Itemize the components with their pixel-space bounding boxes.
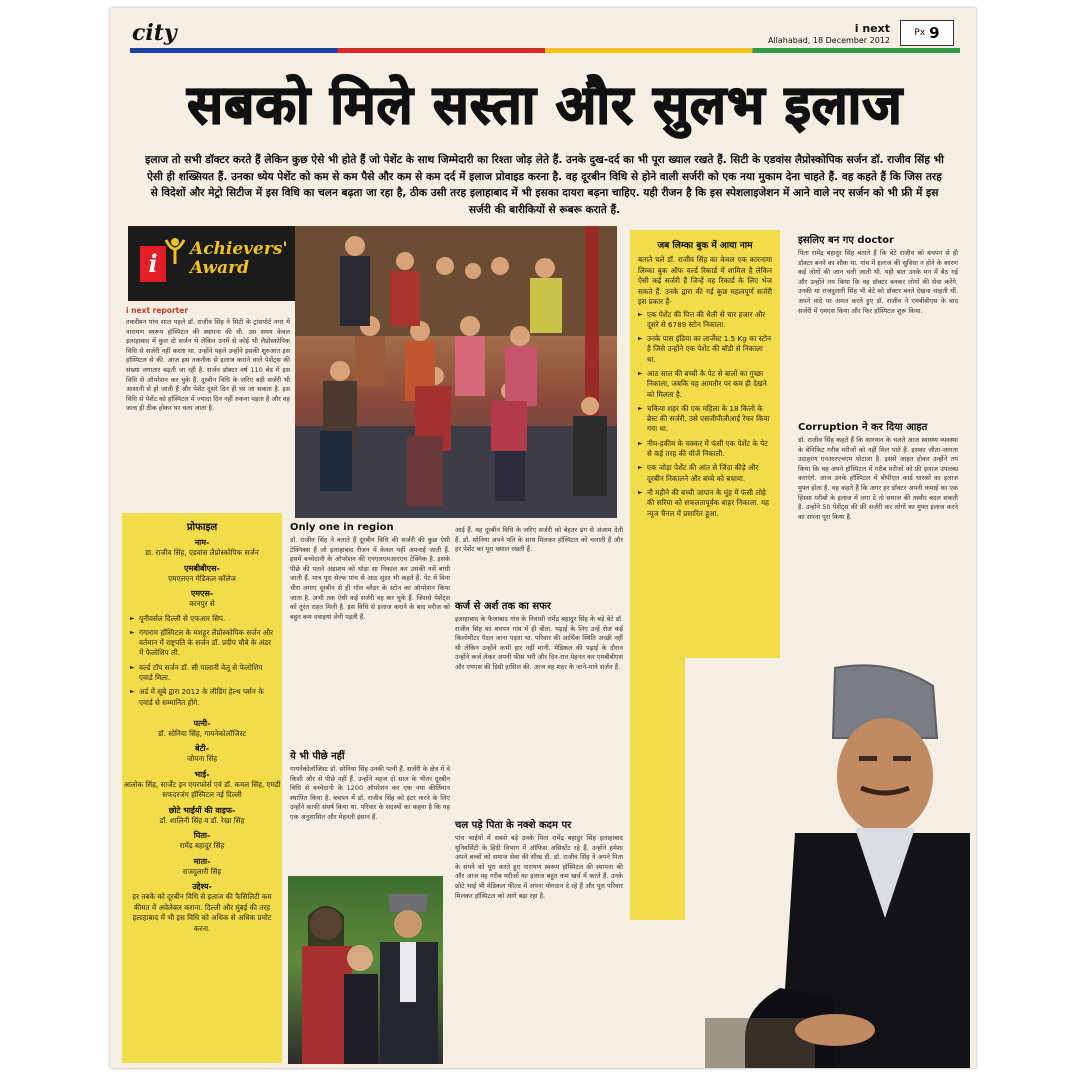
- profile-wife-value: डॉ. सोनिया सिंह, गायनेकोलॉजिस्ट: [157, 728, 247, 738]
- profile-aim-value: हर तबके को दूरबीन विधि से इलाज की फैसिलिटी कम कीमत में अवेलेबल कराना. दिल्ली और मुंबई की तरह इलाहाबाद में भी इस विधि को अधिक से अधिक प्रमोट करना.: [132, 892, 272, 933]
- profile-heading: प्रोफाइल: [186, 522, 218, 533]
- limca-bullet: ► नौ महीने की बच्ची जापान के मुंह में फंसी लोहे की सरिया को सफलतापूर्वक बाहर निकाला. यह न्यूज चैनल में प्रसारित हुआ.: [638, 488, 772, 519]
- newspaper-page: [110, 8, 976, 1068]
- award-title: [190, 240, 288, 278]
- right-column: [798, 232, 958, 656]
- profile-sisters-in-law-label: छोटे भाईयों की वाइफ-: [168, 805, 236, 815]
- profile-mother-label: माता-: [193, 856, 211, 866]
- subhead-became-doctor: इसलिए बन गए doctor: [798, 235, 894, 246]
- subhead-father-footsteps: चल पड़े पिता के नक्शे कदम पर: [455, 820, 572, 831]
- profile-bullet: ► अर्ड में सूबे द्वारा 2012 के लीडिंग हेल्थ पर्सन के एवार्ड से सम्मानित होंगे.: [130, 687, 274, 708]
- limca-bullet: ► उनके पास इंडिया का लार्जेस्ट 1.5 Kg का स्टोन है जिसे उन्होंने एक पेशेंट की बॉडी से निकाला था.: [638, 334, 772, 365]
- award-title-line1: Achievers': [190, 239, 288, 259]
- middle-text-1: डॉ. राजीव सिंह ने बताते हैं दूरबीन विधि की सर्जरी की कुछ ऐसी टेक्निक्स हैं जो इलाहाबाद रीजन में केवल यहीं अपनाई जाती हैं. इसमें बच्चेदानी के ऑपरेशन की एनएलएमआरएच टेक्निक है. इसके पीछे की पतले अंडाशय को थोड़ा सा निकाल कर उसकी नसें बांधी जाती हैं. मात्र पूरा सेल्फ पांच से आठ सुंदर भी कहते हैं. पेट में बिना चीरा लगाए दूरबीन से ही गॉल ब्लैडर के स्टोन का ऑपरेशन किया जाता है. अभी तक ऐसी कई सर्जरी वह कर चुके हैं. जिससे पेशेंट्स को तुरंत राहत मिली है. इस विधि से इलाज कराने के बाद मरीज को बहुत कम दवाइयां लेनी पड़ती हैं.: [290, 536, 450, 621]
- middle-text-5: पांच भाईयों में सबसे बड़े उनके पिता रामेंद्र बहादुर सिंह इलाहाबाद यूनिवर्सिटी के हिंदी विभाग में ऑफिस असिस्टेंट रहे हैं. उन्होंने हमेशा अपने बच्चों को समाज सेवा की सीख दी. डॉ. राजीव सिंह ने अपने पिता के सपने को पूरा करते हुए नारायण स्वरूप हॉस्पिटल की स्थापना की और आज वह गरीब मरीजों का इलाज बहुत कम खर्च में करते हैं. उनके छोटे भाई भी मेडिकल फील्ड में अपना योगदान दे रहे हैं और पूरा परिवार मिलकर हॉस्पिटल को आगे बढ़ा रहा है.: [455, 834, 623, 900]
- headline: सबको मिले सस्ता और सुलभ इलाज: [187, 75, 903, 136]
- family-group-illustration: [295, 226, 617, 518]
- profile-mbbs-label: एमबीबीएस-: [184, 563, 220, 573]
- profile-mother-value: राजदुलारी सिंह: [182, 866, 222, 876]
- limca-heading: जब लिम्का बुक में आया नाम: [657, 241, 753, 251]
- profile-box: [122, 513, 282, 1063]
- subhead-not-behind: ये भी पीछे नहीं: [290, 751, 345, 762]
- middle-column-b: [455, 526, 623, 1059]
- doctor-portrait: [685, 658, 970, 1068]
- right-text-2: डॉ. राजीव सिंह कहते हैं कि कारवान के चलते आज स्वास्थ्य व्यवस्था के बेनिफिट गरीब मरीजों को नहीं मिल पाते हैं. इसका जीता-जागता उदाहरण एनआरएचएम घोटाला है. इससे आहत होकर उन्होंने तय किया कि वह अपने हॉस्पिटल में गरीब मरीजों को फ्री इलाज उपलब्ध कराएंगे. आज उनके हॉस्पिटल में बीपीएल कार्ड धारकों का इलाज मुफ्त होता है. वह कहते हैं कि अगर हर डॉक्टर अपनी कमाई का एक हिस्सा गरीबों के इलाज में लगा दे तो समाज की तस्वीर बदल सकती है. उन्होंने 50 पेशेंट्स की फ्री सर्जरी कर लोगों का मुफ्त इलाज करने का सपना पूरा किया है.: [798, 436, 958, 521]
- profile-name-label: नाम-: [194, 538, 210, 547]
- doctor-illustration: [685, 658, 970, 1068]
- profile-daughter-value: जोयना सिंह: [186, 754, 218, 764]
- profile-father-value: रामेंद्र बहादुर सिंह: [179, 841, 225, 851]
- limca-lead: बताते चले डॉ. राजीव सिंह का केवल एक कारनामा लिम्का बुक ऑफ वर्ल्ड रिकार्ड में शामिल है लेकिन ऐसी कई सर्जरी हैं जिन्हें वह रिकार्ड के लिए भेज सकते हैं. उनके द्वारा की गई कुछ महत्वपूर्ण सर्जरी इस प्रकार हैं-: [638, 255, 772, 306]
- family-photo: [295, 226, 617, 518]
- profile-bullet: ► वर्ल्ड टॉप सर्जन डॉ. सी पालानी वेलू से फेलोशिप एवार्ड मिला.: [130, 663, 274, 684]
- page-number: 9: [929, 24, 940, 42]
- dateline: Allahabad, 18 December 2012: [767, 36, 890, 45]
- middle-column-a: [290, 522, 450, 877]
- profile-ms-value: कानपुर से: [189, 599, 215, 608]
- subhead-journey: कर्ज से अर्श तक का सफर: [455, 601, 551, 612]
- right-text-1: पिता रामेंद्र बहादुर सिंह बताते हैं कि बेटे राजीव को बचपन से ही डॉक्टर बनने का शौक था. गांव में इलाज की सुविधा न होने के कारण कई लोगों की जान चली जाती थी. यही बात उनके मन में बैठ गई और उन्होंने तय किया कि वह डॉक्टर बनकर लोगों की सेवा करेंगे. उनकी मां राजदुलारी सिंह भी बेटे को डॉक्टर बनते देखना चाहती थीं. अपने वादे पर अमल करते हुए डॉ. राजीव ने एमबीबीएस के बाद सर्जरी में एमएस किया और फिर हॉस्पिटल शुरू किया.: [798, 249, 958, 315]
- profile-mbbs-value: एमएलएन मेडिकल कॉलेज: [168, 573, 236, 583]
- profile-name-value: डा. राजीव सिंह, एडवांस लैप्रोस्कोपिक सर्जन: [145, 548, 259, 557]
- i-logo-icon: i: [140, 246, 166, 282]
- profile-wife-label: पत्नी-: [193, 718, 211, 728]
- profile-sisters-in-law-value: डॉ. शालिनी सिंह व डॉ. रेखा सिंह: [159, 815, 245, 825]
- limca-bullet: ► नीम-हकीम के चक्कर में फंसी एक पेशेंट के पेट से कई तरह की चीजें निकाली.: [638, 439, 772, 460]
- page-label: Px: [914, 28, 926, 38]
- profile-brothers-value: आलोक सिंह, सार्जेंट इन एयरफोर्स एवं डॉ. कमल सिंह, एमडी सफदरजंग हॉस्पिटल नई दिल्ली: [123, 779, 281, 800]
- middle-text-2: गायनेकोलॉजिस्ट डॉ. सोनिया सिंह उनकी पत्नी हैं. सर्जरी के क्षेत्र में वे किसी और से पीछे नहीं हैं. उन्होंने महज दो साल के भीतर दूरबीन विधि से बच्चेदानी के 1200 ऑपरेशन कर एक नया कीर्तिमान स्थापित किया है. बचपन में डॉ. राजीव सिंह को इंटर करने के लिए उन्होंने काफी संघर्ष किया था. परिवार के सदस्यों का कहना है कि वह एक अनुशासित और मेहनती इंसान हैं.: [290, 765, 450, 821]
- profile-bullet: ► यूनीवर्सल दिल्ली से एफआर सिप.: [130, 614, 274, 624]
- middle-text-4: इलाहाबाद के फैजाबाद गांव के निवासी रामेंद्र बहादुर सिंह के बड़े बेटे डॉ. राजीव सिंह का बचपन गांव में ही बीता. पढ़ाई के लिए उन्हें रोज कई किलोमीटर पैदल जाना पड़ता था. परिवार की आर्थिक स्थिति अच्छी नहीं थी लेकिन उन्होंने कभी हार नहीं मानी. मेडिकल की पढ़ाई के दौरान उन्होंने कर्ज लेकर अपनी फीस भरी और दिन-रात मेहनत कर एमबीबीएस और एमएस की डिग्री हासिल की. आज वह शहर के जाने-माने सर्जन हैं.: [455, 615, 623, 671]
- award-title-line2: Award: [190, 258, 249, 278]
- achiever-figure-icon: [164, 236, 186, 266]
- brand-name: i next: [854, 22, 890, 35]
- color-rule: [130, 48, 960, 53]
- subhead-corruption: Corruption ने कर दिया आहत: [798, 422, 928, 433]
- limca-bullet: ► आठ साल की बच्ची के पेट से बालों का गुच्छा निकाला, जबकि यह आमतौर पर कम ही देखने को मिलता है.: [638, 369, 772, 400]
- limca-bullet: ► एक जोड़ा पेशेंट की आंत से जिंदा कीड़े और दूरबीन निकालने और बच्चे को बचाया.: [638, 463, 772, 484]
- limca-bullet: ► एक पेशेंट की पित्त की थैली से चार हजार और दूसरे से 6789 स्टोन निकाला.: [638, 310, 772, 331]
- subhead-only-one: Only one in region: [290, 522, 394, 533]
- page-number-box: [900, 20, 954, 46]
- intro-paragraph: इलाज तो सभी डॉक्टर करते हैं लेकिन कुछ ऐसे भी होते हैं जो पेशेंट के साथ जिम्मेदारी का रिश्ता जोड़ लेते हैं. उनके दुख-दर्द का भी पूरा ख्याल रखते हैं. सिटी के एडवांस लैप्रोस्कोपिक सर्जन डॉ. राजीव सिंह भी ऐसी ही शख्सियत हैं. उनका ध्येय पेशेंट को कम से कम पैसे और कम से कम दर्द में इलाज प्रोवाइड करना है. वह दूरबीन विधि से होने वाली सर्जरी को एक नया मुकाम देना चाहते हैं. वह कहते हैं कि जिस तरह से विदेशों और मेट्रो सिटीज में इस विधि का चलन बढ़ता जा रहा है, ठीक उसी तरह इलाहाबाद में भी इसका दायरा बढ़ना चाहिए. यही रीजन है कि इस स्पेशलाइजेशन में आने वाले नए सर्जन को भी फ्री में इस सर्जरी की बारीकियों से रूबरू कराते हैं.: [145, 154, 944, 216]
- couple-photo: [288, 876, 443, 1064]
- byline: i next reporter: [126, 306, 189, 315]
- profile-ms-label: एमएस-: [190, 589, 214, 598]
- profile-aim-label: उद्देश्य-: [192, 882, 212, 892]
- profile-daughter-label: बेटी-: [195, 744, 209, 754]
- middle-text-3: आई हैं. वह दूरबीन विधि के जरिए सर्जरी को बेहतर ढंग से अंजाम देती हैं. डॉ. सोनिया अपने पति के साथ मिलकर हॉस्पिटल को चलाती हैं और हर पेशेंट का पूरा ख्याल रखती हैं.: [455, 526, 623, 554]
- section-logo: city: [132, 20, 177, 46]
- left-column-text: तकरीबन पांच साल पहले डॉ. राजीव सिंह ने सिटी के ट्रांसपोर्ट नगर में नारायण स्वरूप हॉस्पिटल की स्थापना की थी. उस समय केवल इलाहाबाद में कुल दो सर्जन थे लेकिन उनमें से कोई भी लैप्रोस्कोपिक विधि से सर्जरी नहीं करता था. उन्होंने पहले उन्होंने इसकी शुरुआत इस हॉस्पिटल से की. आज इस तकनीक से इलाज कराने वाले पेशेंट्स की संख्या लगातार बढ़ती जा रही है. सर्जन डॉक्टर वर्ष 110 बेड में इस विधि से ऑपरेशन कर चुके हैं. दूरबीन विधि के जरिए बड़ी सर्जरी भी आसानी से हो जाती हैं और पेशेंट दूसरे दिन ही घर जा सकता है. इस विधि से पेशेंट को हॉस्पिटल में ज्यादा दिन नहीं रुकना पड़ता है और वह जल्द ही ठीक होकर घर चला जाता है.: [126, 318, 290, 413]
- profile-father-label: पिता-: [193, 831, 211, 841]
- profile-bullet: ► गंगाराम हॉस्पिटल के मशहूर लैप्रोस्कोपिक सर्जन और वर्तमान में राष्ट्रपति के सर्जन डॉ. प्रदीप चौबे के अंडर में फेलोशिप ली.: [130, 628, 274, 659]
- couple-illustration: [288, 876, 443, 1064]
- limca-bullet: ► चकिया शहर की एक महिला के 18 किलो के ब्रेस्ट की सर्जरी, उसे एसजीपीजीआई रेफर किया गया था.: [638, 404, 772, 435]
- profile-brothers-label: भाई-: [194, 769, 210, 779]
